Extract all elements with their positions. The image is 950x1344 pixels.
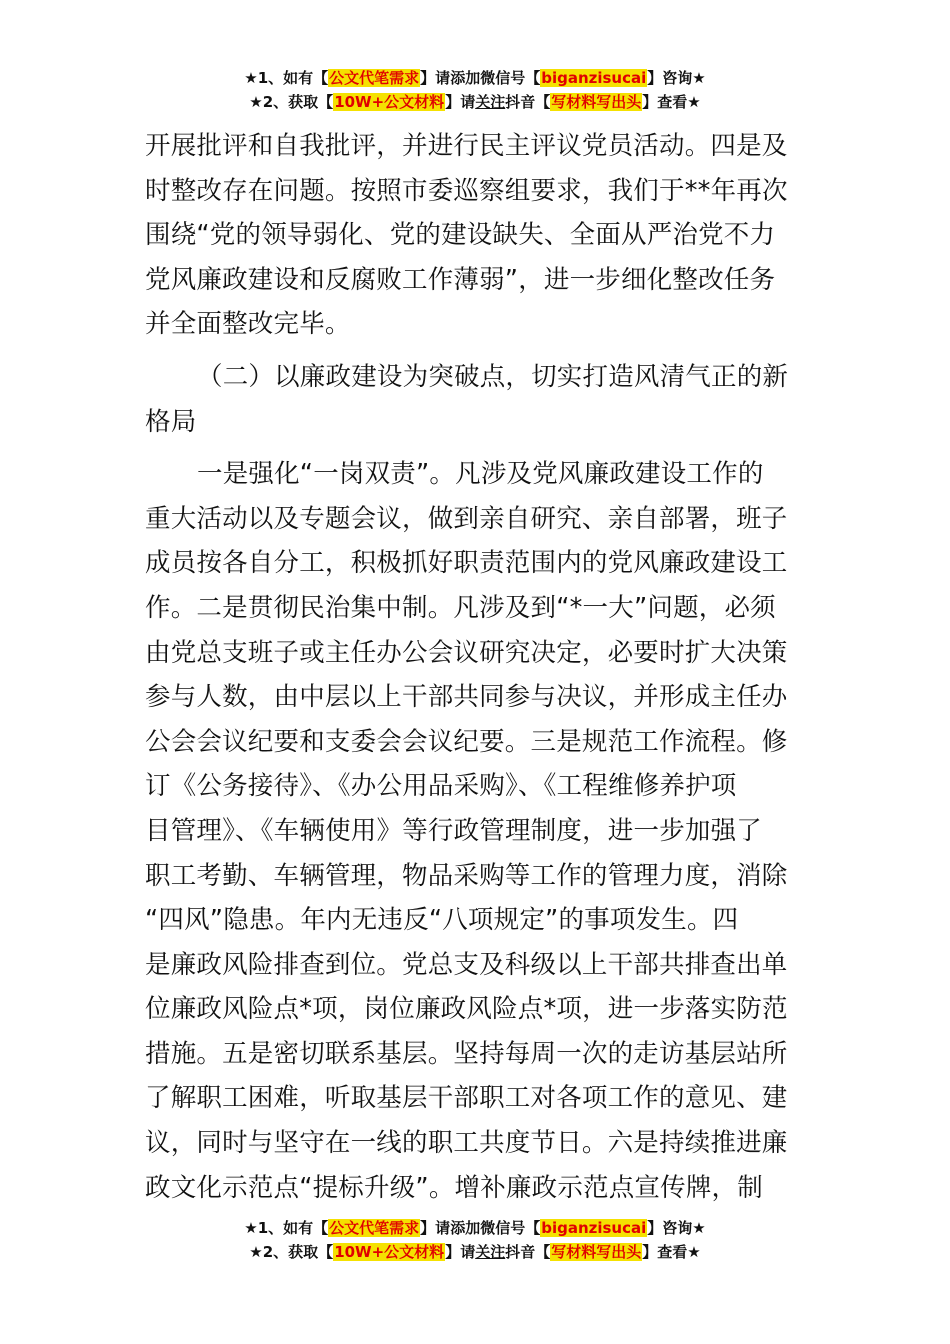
- promo-highlight: biganzisucai: [541, 69, 647, 87]
- text-line: 开展批评和自我批评，并进行民主评议党员活动。四是及: [145, 131, 788, 161]
- promo-highlight: 10W+公文材料: [334, 93, 445, 111]
- text-line: 一是强化“一岗双责”。凡涉及党风廉政建设工作的: [197, 459, 764, 490]
- text-line: 了解职工困难，听取基层干部职工对各项工作的意见、建: [145, 1083, 788, 1114]
- text-line: 由党总支班子或主任办公会议研究决定，必要时扩大决策: [145, 637, 788, 668]
- promo-highlight: 写材料写出头: [551, 1243, 642, 1261]
- text-line: 目管理》、《车辆使用》等行政管理制度，进一步加强了: [145, 815, 763, 846]
- text-line: 措施。五是密切联系基层。坚持每周一次的走访基层站所: [145, 1038, 788, 1069]
- promo-text: 】查看★: [642, 1243, 701, 1261]
- promo-highlight: 公文代笔需求: [329, 69, 420, 87]
- text-line: 公会会议纪要和支委会会议纪要。三是规范工作流程。修: [145, 726, 788, 757]
- text-line: 党风廉政建设和反腐败工作薄弱”，进一步细化整改任务: [145, 264, 776, 295]
- promo-text: 微信号【: [480, 1219, 541, 1237]
- promo-text: ★2、获取【: [249, 1243, 334, 1261]
- promo-text: ★1、如有【: [244, 69, 329, 87]
- text-line: 订《公务接待》、《办公用品采购》、《工程维修养护项: [145, 771, 737, 802]
- promo-line-2: [0, 1240, 950, 1264]
- promo-text: 】请: [445, 1243, 476, 1261]
- promo-text: 抖音【: [505, 93, 551, 111]
- text-line: 位廉政风险点*项，岗位廉政风险点*项，进一步落实防范: [145, 994, 788, 1025]
- promo-highlight: 公文代笔需求: [329, 1219, 420, 1237]
- promo-text: 添加: [450, 1219, 481, 1237]
- text-line: 时整改存在问题。按照市委巡察组要求，我们于**年再次: [145, 175, 788, 206]
- promo-text: 】咨询★: [647, 1219, 706, 1237]
- promo-highlight: 10W+公文材料: [334, 1243, 445, 1261]
- promo-text: 微信号【: [480, 69, 541, 87]
- heading-line: （二）以廉政建设为突破点，切实打造风清气正的新: [197, 361, 789, 392]
- text-line: 是廉政风险排查到位。党总支及科级以上干部共排查出单: [145, 949, 788, 980]
- text-line: 成员按各自分工，积极抓好职责范围内的党风廉政建设工: [145, 548, 788, 579]
- promo-footer: [0, 1216, 950, 1264]
- promo-text: 添加: [450, 69, 481, 87]
- paragraph-2: [145, 452, 810, 1210]
- document-body: [145, 124, 810, 1210]
- heading-line: 格局: [145, 406, 197, 437]
- text-line: 参与人数，由中层以上干部共同参与决议，并形成主任办: [145, 682, 788, 713]
- promo-text: 】请: [420, 1219, 451, 1237]
- promo-text: 关注: [475, 1243, 506, 1261]
- promo-line-1: [0, 66, 950, 90]
- promo-text: 关注: [475, 93, 506, 111]
- promo-text: 】咨询★: [647, 69, 706, 87]
- promo-text: 】查看★: [642, 93, 701, 111]
- promo-text: ★1、如有【: [244, 1219, 329, 1237]
- paragraph-1: [145, 124, 810, 347]
- text-line: 议，同时与坚守在一线的职工共度节日。六是持续推进廉: [145, 1128, 788, 1159]
- text-line: 并全面整改完毕。: [145, 309, 351, 340]
- text-line: 重大活动以及专题会议，做到亲自研究、亲自部署，班子: [145, 503, 788, 534]
- promo-line-1: [0, 1216, 950, 1240]
- promo-text: 抖音【: [505, 1243, 551, 1261]
- promo-text: 】请: [445, 93, 476, 111]
- text-line: 职工考勤、车辆管理，物品采购等工作的管理力度，消除: [145, 860, 788, 891]
- section-heading: [145, 355, 810, 444]
- promo-highlight: 写材料写出头: [551, 93, 642, 111]
- promo-text: 】请: [420, 69, 451, 87]
- promo-header: [0, 66, 950, 114]
- text-line: 政文化示范点“提标升级”。增补廉政示范点宣传牌，制: [145, 1172, 763, 1203]
- text-line: 围绕“党的领导弱化、党的建设缺失、全面从严治党不力: [145, 220, 776, 251]
- text-line: 作。二是贯彻民治集中制。凡涉及到“*一大”问题，必须: [145, 592, 776, 623]
- promo-highlight: biganzisucai: [541, 1219, 647, 1237]
- text-line: “四风”隐患。年内无违反“八项规定”的事项发生。四: [145, 905, 739, 936]
- promo-text: ★2、获取【: [249, 93, 334, 111]
- promo-line-2: [0, 90, 950, 114]
